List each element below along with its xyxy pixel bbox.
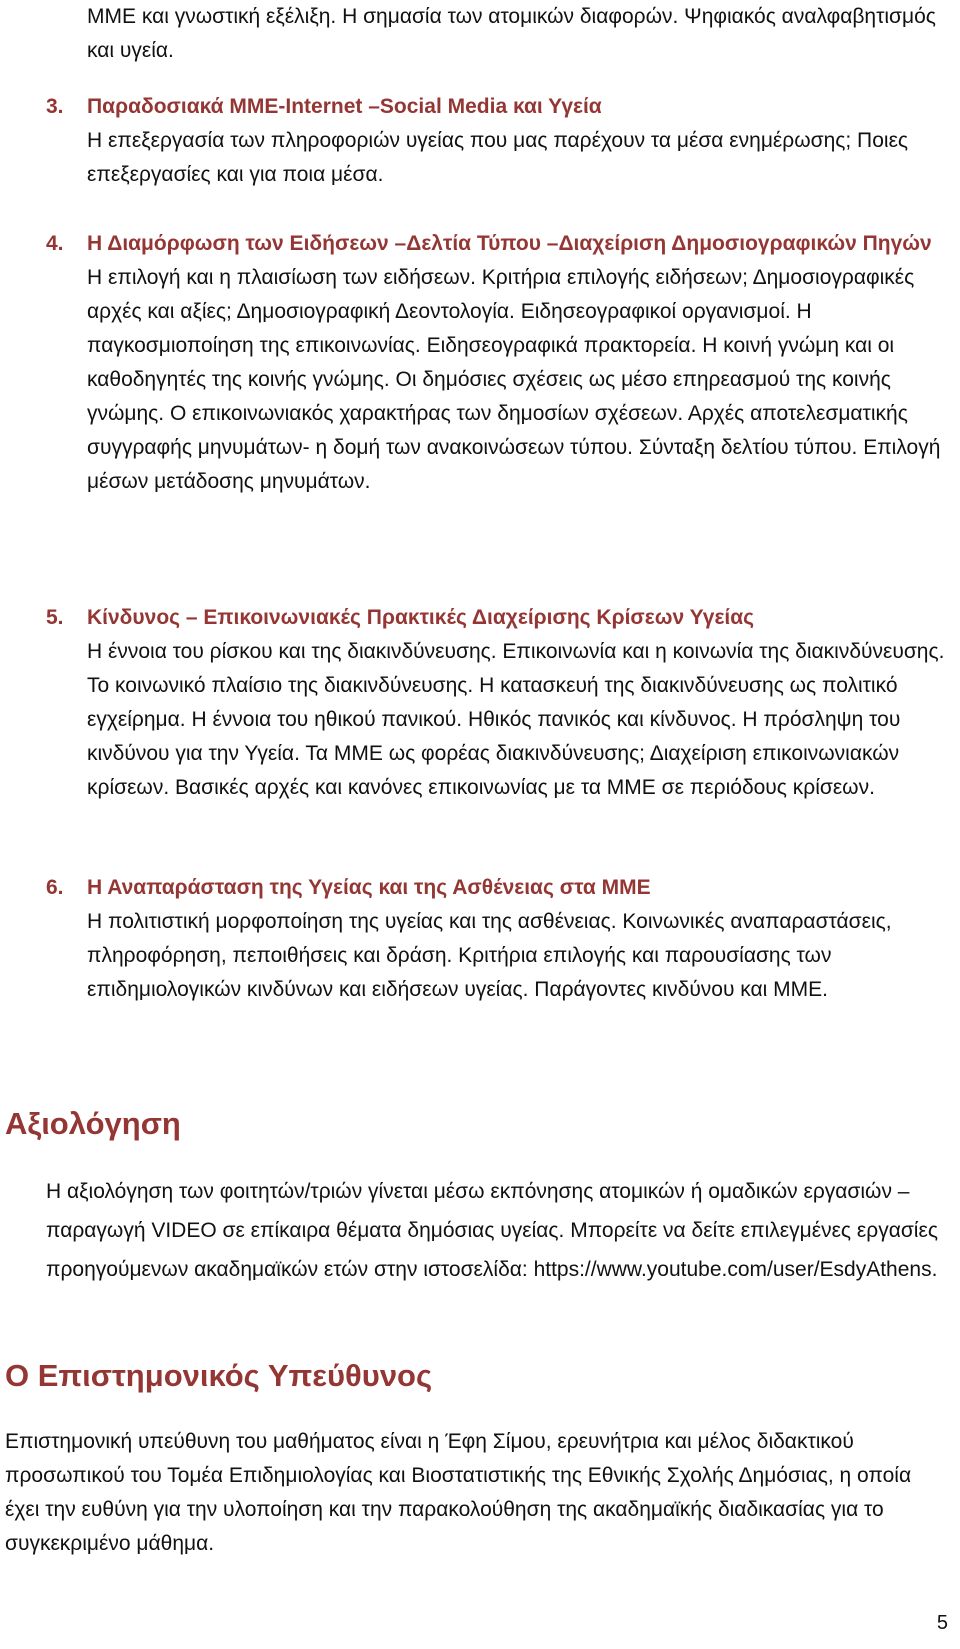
intro-paragraph: ΜΜΕ και γνωστική εξέλιξη. Η σημασία των ατομικών διαφορών. Ψηφιακός αναλφαβητισμός και υγεία. (87, 5, 936, 62)
list-item-3 (0, 90, 950, 192)
item-title: Παραδοσιακά ΜΜΕ-Internet –Social Media και Υγεία (87, 95, 602, 118)
item-number: 4. (46, 232, 64, 255)
evaluation-paragraph: Η αξιολόγηση των φοιτητών/τριών γίνεται μέσω εκπόνησης ατομικών ή ομαδικών εργασιών – παραγωγή VIDEO σε επίκαιρα θέματα δημόσιας υγείας. Μπορείτε να δείτε επιλεγμένες εργασίες προηγούμενων ακαδημαϊκών ετών στην ιστοσελίδα: https://www.youtube.com/user/EsdyAthens. (46, 1180, 938, 1281)
evaluation-heading: Αξιολόγηση (5, 1106, 181, 1141)
item-number: 5. (46, 606, 64, 629)
responsible-paragraph: Επιστημονική υπεύθυνη του μαθήματος είναι η Έφη Σίμου, ερευνήτρια και μέλος διδακτικού προσωπικού του Τομέα Επιδημιολογίας και Βιοστατιστικής της Εθνικής Σχολής Δημόσιας, η οποία έχει την ευθύνη για την υλοποίηση και την παρακολούθηση της ακαδημαϊκής διαδικασίας για το συγκεκριμένο μάθημα. (5, 1430, 912, 1555)
item-body: Η έννοια του ρίσκου και της διακινδύνευσης. Επικοινωνία και η κοινωνία της διακινδύνευσης. Το κοινωνικό πλαίσιο της διακινδύνευσης. Η κατασκευή της διακινδύνευσης ως πολιτικό εγχείρημα. Η έννοια του ηθικού πανικού. Ηθικός πανικός και κίνδυνος. Η πρόσληψη του κινδύνου για την Υγεία. Τα ΜΜΕ ως φορέας διακινδύνευσης; Διαχείριση επικοινωνιακών κρίσεων. Βασικές αρχές και κανόνες επικοινωνίας με τα ΜΜΕ σε περιόδους κρίσεων. (87, 640, 945, 799)
item-title: Η Διαμόρφωση των Ειδήσεων –Δελτία Τύπου –Διαχείριση Δημοσιογραφικών Πηγών (87, 232, 932, 255)
list-item-6 (0, 871, 950, 1007)
item-number: 6. (46, 876, 64, 899)
item-body: Η επεξεργασία των πληροφοριών υγείας που μας παρέχουν τα μέσα ενημέρωσης; Ποιες επεξεργασίες και για ποια μέσα. (87, 129, 909, 186)
list-item-5 (0, 601, 950, 805)
item-title: Η Αναπαράσταση της Υγείας και της Ασθένειας στα ΜΜΕ (87, 876, 651, 899)
item-number: 3. (46, 95, 64, 118)
responsible-heading: Ο Επιστημονικός Υπεύθυνος (5, 1358, 433, 1393)
page-number: 5 (936, 1612, 948, 1634)
item-body: Η πολιτιστική μορφοποίηση της υγείας και της ασθένειας. Κοινωνικές αναπαραστάσεις, πληροφόρηση, πεποιθήσεις και δράση. Κριτήρια επιλογής και παρουσίασης των επιδημιολογικών κινδύνων και ειδήσεων υγείας. Παράγοντες κινδύνου και ΜΜΕ. (87, 910, 892, 1001)
item-body: Η επιλογή και η πλαισίωση των ειδήσεων. Κριτήρια επιλογής ειδήσεων; Δημοσιογραφικές αρχές και αξίες; Δημοσιογραφική Δεοντολογία. Ειδησεογραφικοί οργανισμοί. Η παγκοσμιοποίηση της επικοινωνίας. Ειδησεογραφικά πρακτορεία. Η κοινή γνώμη και οι καθοδηγητές της κοινής γνώμης. Οι δημόσιες σχέσεις ως μέσο επηρεασμού της κοινής γνώμης. Ο επικοινωνιακός χαρακτήρας των δημοσίων σχέσεων. Αρχές αποτελεσματικής συγγραφής μηνυμάτων- η δομή των ανακοινώσεων τύπου. Σύνταξη δελτίου τύπου. Επιλογή μέσων μετάδοσης μηνυμάτων. (87, 266, 941, 493)
item-title: Κίνδυνος – Επικοινωνιακές Πρακτικές Διαχείρισης Κρίσεων Υγείας (87, 606, 755, 629)
list-item-4 (0, 227, 950, 499)
